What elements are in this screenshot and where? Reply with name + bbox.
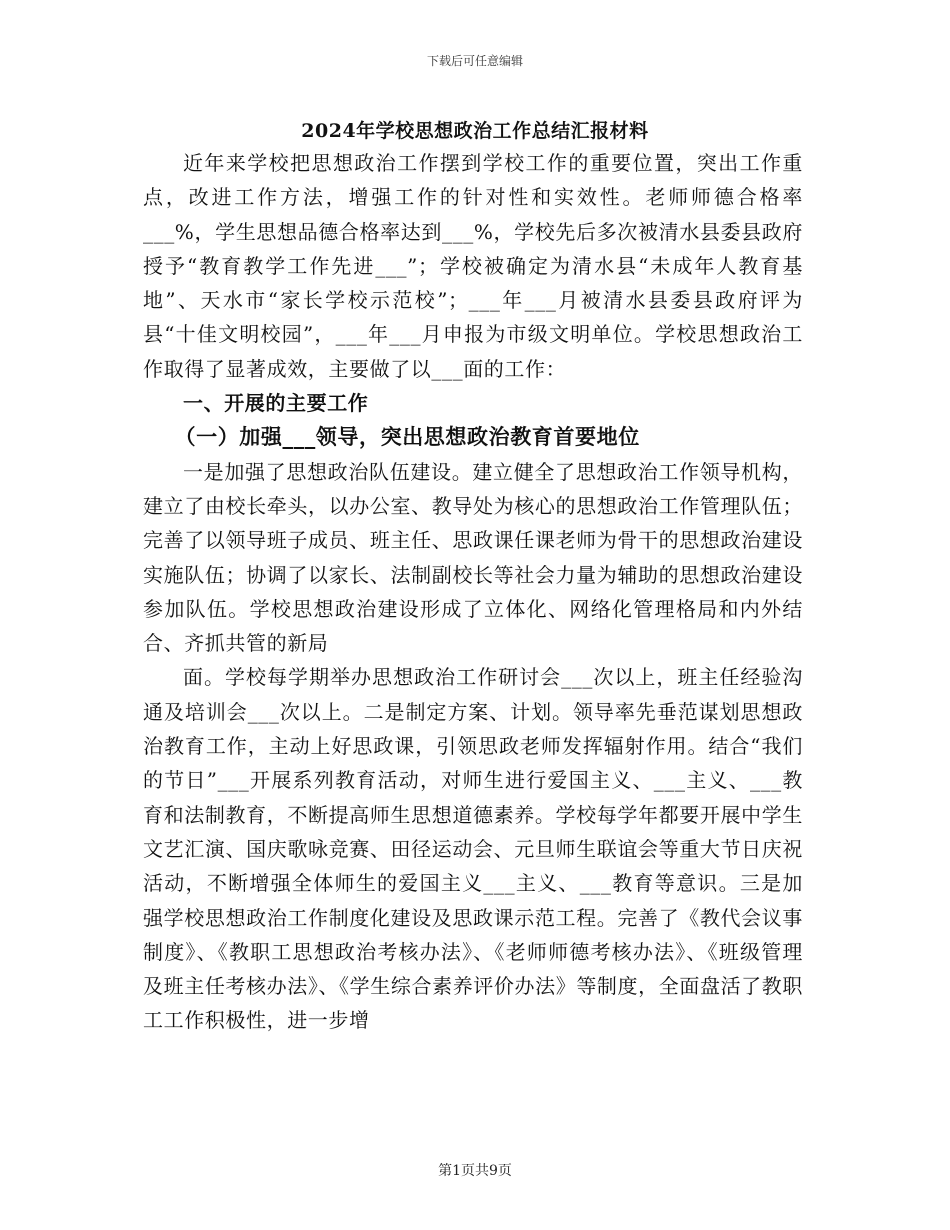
header-note: 下载后可任意编辑 (426, 54, 523, 68)
section-heading: 一、开展的主要工作 (183, 391, 369, 416)
document-title: 2024年学校思想政治工作总结汇报材料 (301, 120, 649, 142)
subsection-heading: （一）加强___领导，突出思想政治教育首要地位 (174, 424, 640, 450)
page-footer: 第1页共9页 (438, 1163, 512, 1179)
intro-paragraph: 近年来学校把思想政治工作摆到学校工作的重要位置，突出工作重点，改进工作方法，增强工作的针对性和实效性。老师师德合格率___%，学生思想品德合格率达到___%，学校先后多次被清水县委县政府授予“教育教学工作先进___”；学校被确定为清水县“未成年人教育基地”、天水市“家长学校示范校”；___年___月被清水县委县政府评为县“十佳文明校园”，___年___月申报为市级文明单位。学校思想政治工作取得了显著成效，主要做了以___面的工作： (143, 151, 803, 381)
document-body (143, 146, 803, 1038)
body-paragraph: 一是加强了思想政治队伍建设。建立健全了思想政治工作领导机构，建立了由校长牵头，以办公室、教导处为核心的思想政治工作管理队伍；完善了以领导班子成员、班主任、思政课任课老师为骨干的思想政治建设实施队伍；协调了以家长、法制副校长等社会力量为辅助的思想政治建设参加队伍。学校思想政治建设形成了立体化、网络化管理格局和内外结合、齐抓共管的新局 (143, 459, 803, 656)
body-paragraph: 面。学校每学期举办思想政治工作研讨会___次以上，班主任经验沟通及培训会___次以上。二是制定方案、计划。领导率先垂范谋划思想政治教育工作，主动上好思政课，引领思政老师发挥辐射作用。结合“我们的节日”___开展系列教育活动，对师生进行爱国主义、___主义、___教育和法制教育，不断提高师生思想道德素养。学校每学年都要开展中学生文艺汇演、国庆歌咏竞赛、田径运动会、元旦师生联谊会等重大节日庆祝活动，不断增强全体师生的爱国主义___主义、___教育等意识。三是加强学校思想政治工作制度化建设及思政课示范工程。完善了《教代会议事制度》、《教职工思想政治考核办法》、《老师师德考核办法》、《班级管理及班主任考核办法》、《学生综合素养评价办法》等制度，全面盘活了教职工工作积极性，进一步增 (143, 665, 803, 1033)
